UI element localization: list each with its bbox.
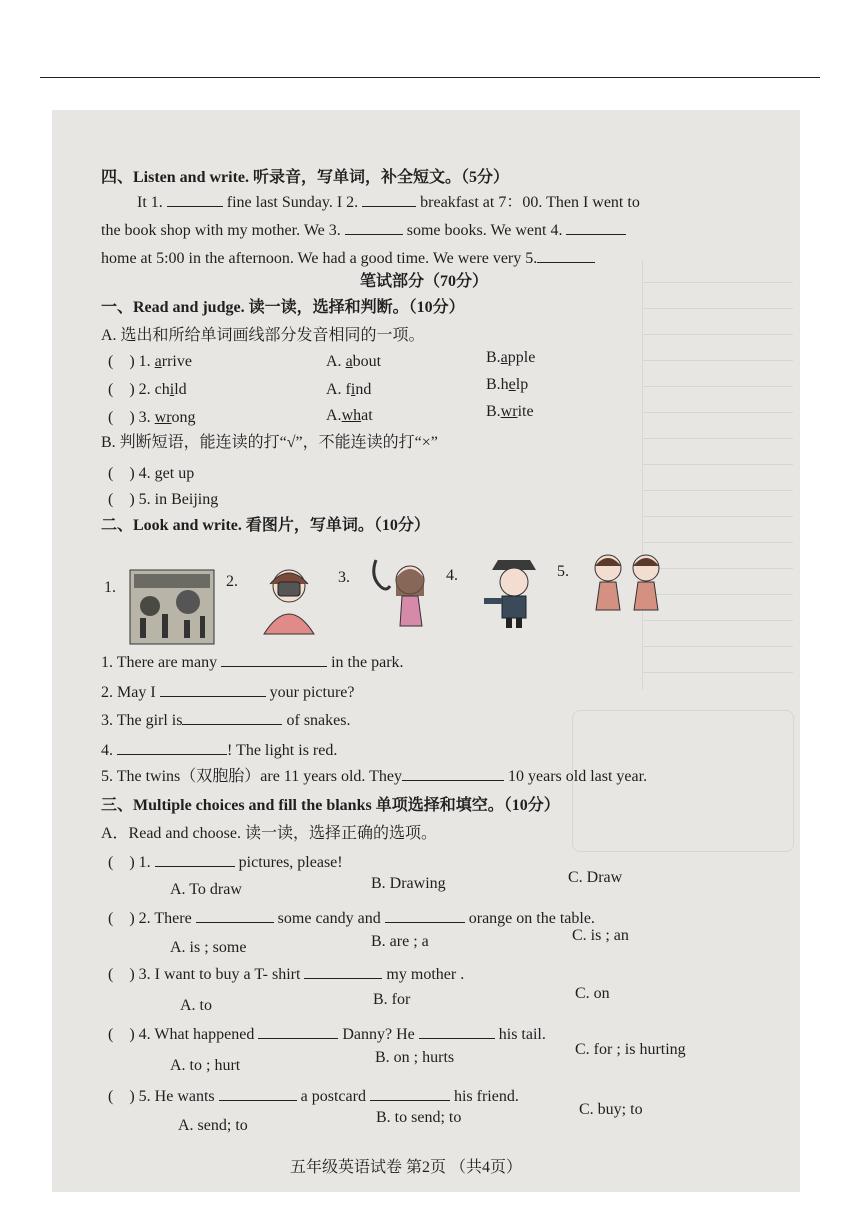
answer-2[interactable] <box>160 682 266 697</box>
snake-girl-picture <box>368 556 432 632</box>
answer-4[interactable] <box>117 740 227 755</box>
item-1: ( ) 1. arrive <box>108 353 192 370</box>
section1-partA: A. 选出和所给单词画线部分发音相同的一项。 <box>101 327 425 344</box>
blank-5[interactable] <box>537 248 595 263</box>
item-3-option-a[interactable]: A.what <box>326 407 373 424</box>
mc-3: ( ) 3. I want to buy a T- shirt my mother . <box>108 966 465 983</box>
item-1-option-b[interactable]: B.apple <box>486 349 536 366</box>
item-3-option-b[interactable]: B.write <box>486 403 534 420</box>
section4-heading: 四、Listen and write. 听录音，写单词，补全短文。（5分） <box>101 169 510 186</box>
mc-4-blank-1[interactable] <box>258 1024 338 1039</box>
mc-5: ( ) 5. He wants a postcard his friend. <box>108 1088 519 1105</box>
mc-4: ( ) 4. What happened Danny? He his tail. <box>108 1026 546 1043</box>
item-3: ( ) 3. wrong <box>108 409 196 426</box>
mc-2-c[interactable]: C. is ; an <box>572 927 629 944</box>
pic-num-2: 2. <box>226 573 238 590</box>
blank-4[interactable] <box>566 220 626 235</box>
bleed-through <box>642 260 793 690</box>
mc-5-blank-1[interactable] <box>219 1086 297 1101</box>
passage-line-1: It 1. fine last Sunday. I 2. breakfast at 7：00. Then I went to <box>137 194 640 211</box>
blank-1[interactable] <box>167 192 223 207</box>
answer-1[interactable] <box>221 652 327 667</box>
sentence-4: 4. ! The light is red. <box>101 742 338 759</box>
section3-partA: A．Read and choose. 读一读，选择正确的选项。 <box>101 825 437 842</box>
judge-4: ( ) 4. get up <box>108 465 195 482</box>
pic-num-5: 5. <box>557 563 569 580</box>
section2-heading: 二、Look and write. 看图片，写单词。（10分） <box>101 517 430 534</box>
section1-heading: 一、Read and judge. 读一读，选择和判断。（10分） <box>101 299 465 316</box>
written-part-title: 笔试部分（70分） <box>360 273 489 290</box>
blank-3[interactable] <box>345 220 403 235</box>
mc-2-blank-2[interactable] <box>385 908 465 923</box>
mc-4-blank-2[interactable] <box>419 1024 495 1039</box>
sentence-2: 2. May I your picture? <box>101 684 355 701</box>
mc-3-c[interactable]: C. on <box>575 985 610 1002</box>
twins-picture <box>586 548 670 614</box>
mc-3-b[interactable]: B. for <box>373 991 411 1008</box>
item-2-option-a[interactable]: A. find <box>326 381 372 398</box>
mc-4-a[interactable]: A. to ; hurt <box>170 1057 241 1074</box>
pic-num-1: 1. <box>104 579 116 596</box>
mc-3-a[interactable]: A. to <box>180 997 212 1014</box>
mc-1-b[interactable]: B. Drawing <box>371 875 446 892</box>
mc-5-blank-2[interactable] <box>370 1086 450 1101</box>
mc-2-b[interactable]: B. are ; a <box>371 933 429 950</box>
item-2-option-b[interactable]: B.help <box>486 376 529 393</box>
section3-heading: 三、Multiple choices and fill the blanks 单项选择和填空。（10分） <box>101 797 560 814</box>
sentence-5: 5. The twins（双胞胎）are 11 years old. They 10 years old last year. <box>101 768 648 785</box>
mc-2-blank-1[interactable] <box>196 908 274 923</box>
mc-4-b[interactable]: B. on ; hurts <box>375 1049 455 1066</box>
passage-line-2: the book shop with my mother. We 3. some books. We went 4. <box>101 220 626 241</box>
page-footer: 五年级英语试卷 第2页 （共4页） <box>290 1159 523 1176</box>
mc-5-a[interactable]: A. send; to <box>178 1117 248 1134</box>
judge-5: ( ) 5. in Beijing <box>108 491 219 508</box>
section1-partB: B. 判断短语，能连读的打“√”，不能连读的打“×” <box>101 434 438 451</box>
police-officer-picture <box>480 556 548 630</box>
sentence-1: 1. There are many in the park. <box>101 654 404 671</box>
item-1-option-a[interactable]: A. about <box>326 353 382 370</box>
blank-2[interactable] <box>362 192 416 207</box>
mc-1-blank[interactable] <box>155 852 235 867</box>
pic-num-3: 3. <box>338 569 350 586</box>
mc-2: ( ) 2. There some candy and orange on the table. <box>108 910 595 927</box>
answer-3[interactable] <box>182 710 282 725</box>
item-2: ( ) 2. child <box>108 381 187 398</box>
answer-5[interactable] <box>402 766 504 781</box>
passage-line-3: home at 5:00 in the afternoon. We had a good time. We were very 5. <box>101 248 595 269</box>
sentence-3: 3. The girl is of snakes. <box>101 712 351 729</box>
pic-num-4: 4. <box>446 567 458 584</box>
mc-5-b[interactable]: B. to send; to <box>376 1109 462 1126</box>
camera-girl-picture <box>256 564 322 636</box>
mc-1-c[interactable]: C. Draw <box>568 869 623 886</box>
mc-3-blank[interactable] <box>304 964 382 979</box>
mc-5-c[interactable]: C. buy; to <box>579 1101 643 1118</box>
mc-1: ( ) 1. pictures, please! <box>108 854 343 871</box>
mc-1-a[interactable]: A. To draw <box>170 881 242 898</box>
mc-2-a[interactable]: A. is ; some <box>170 939 247 956</box>
header-rule <box>40 77 820 78</box>
mc-4-c[interactable]: C. for ; is hurting <box>575 1041 686 1058</box>
park-picture <box>128 568 216 646</box>
